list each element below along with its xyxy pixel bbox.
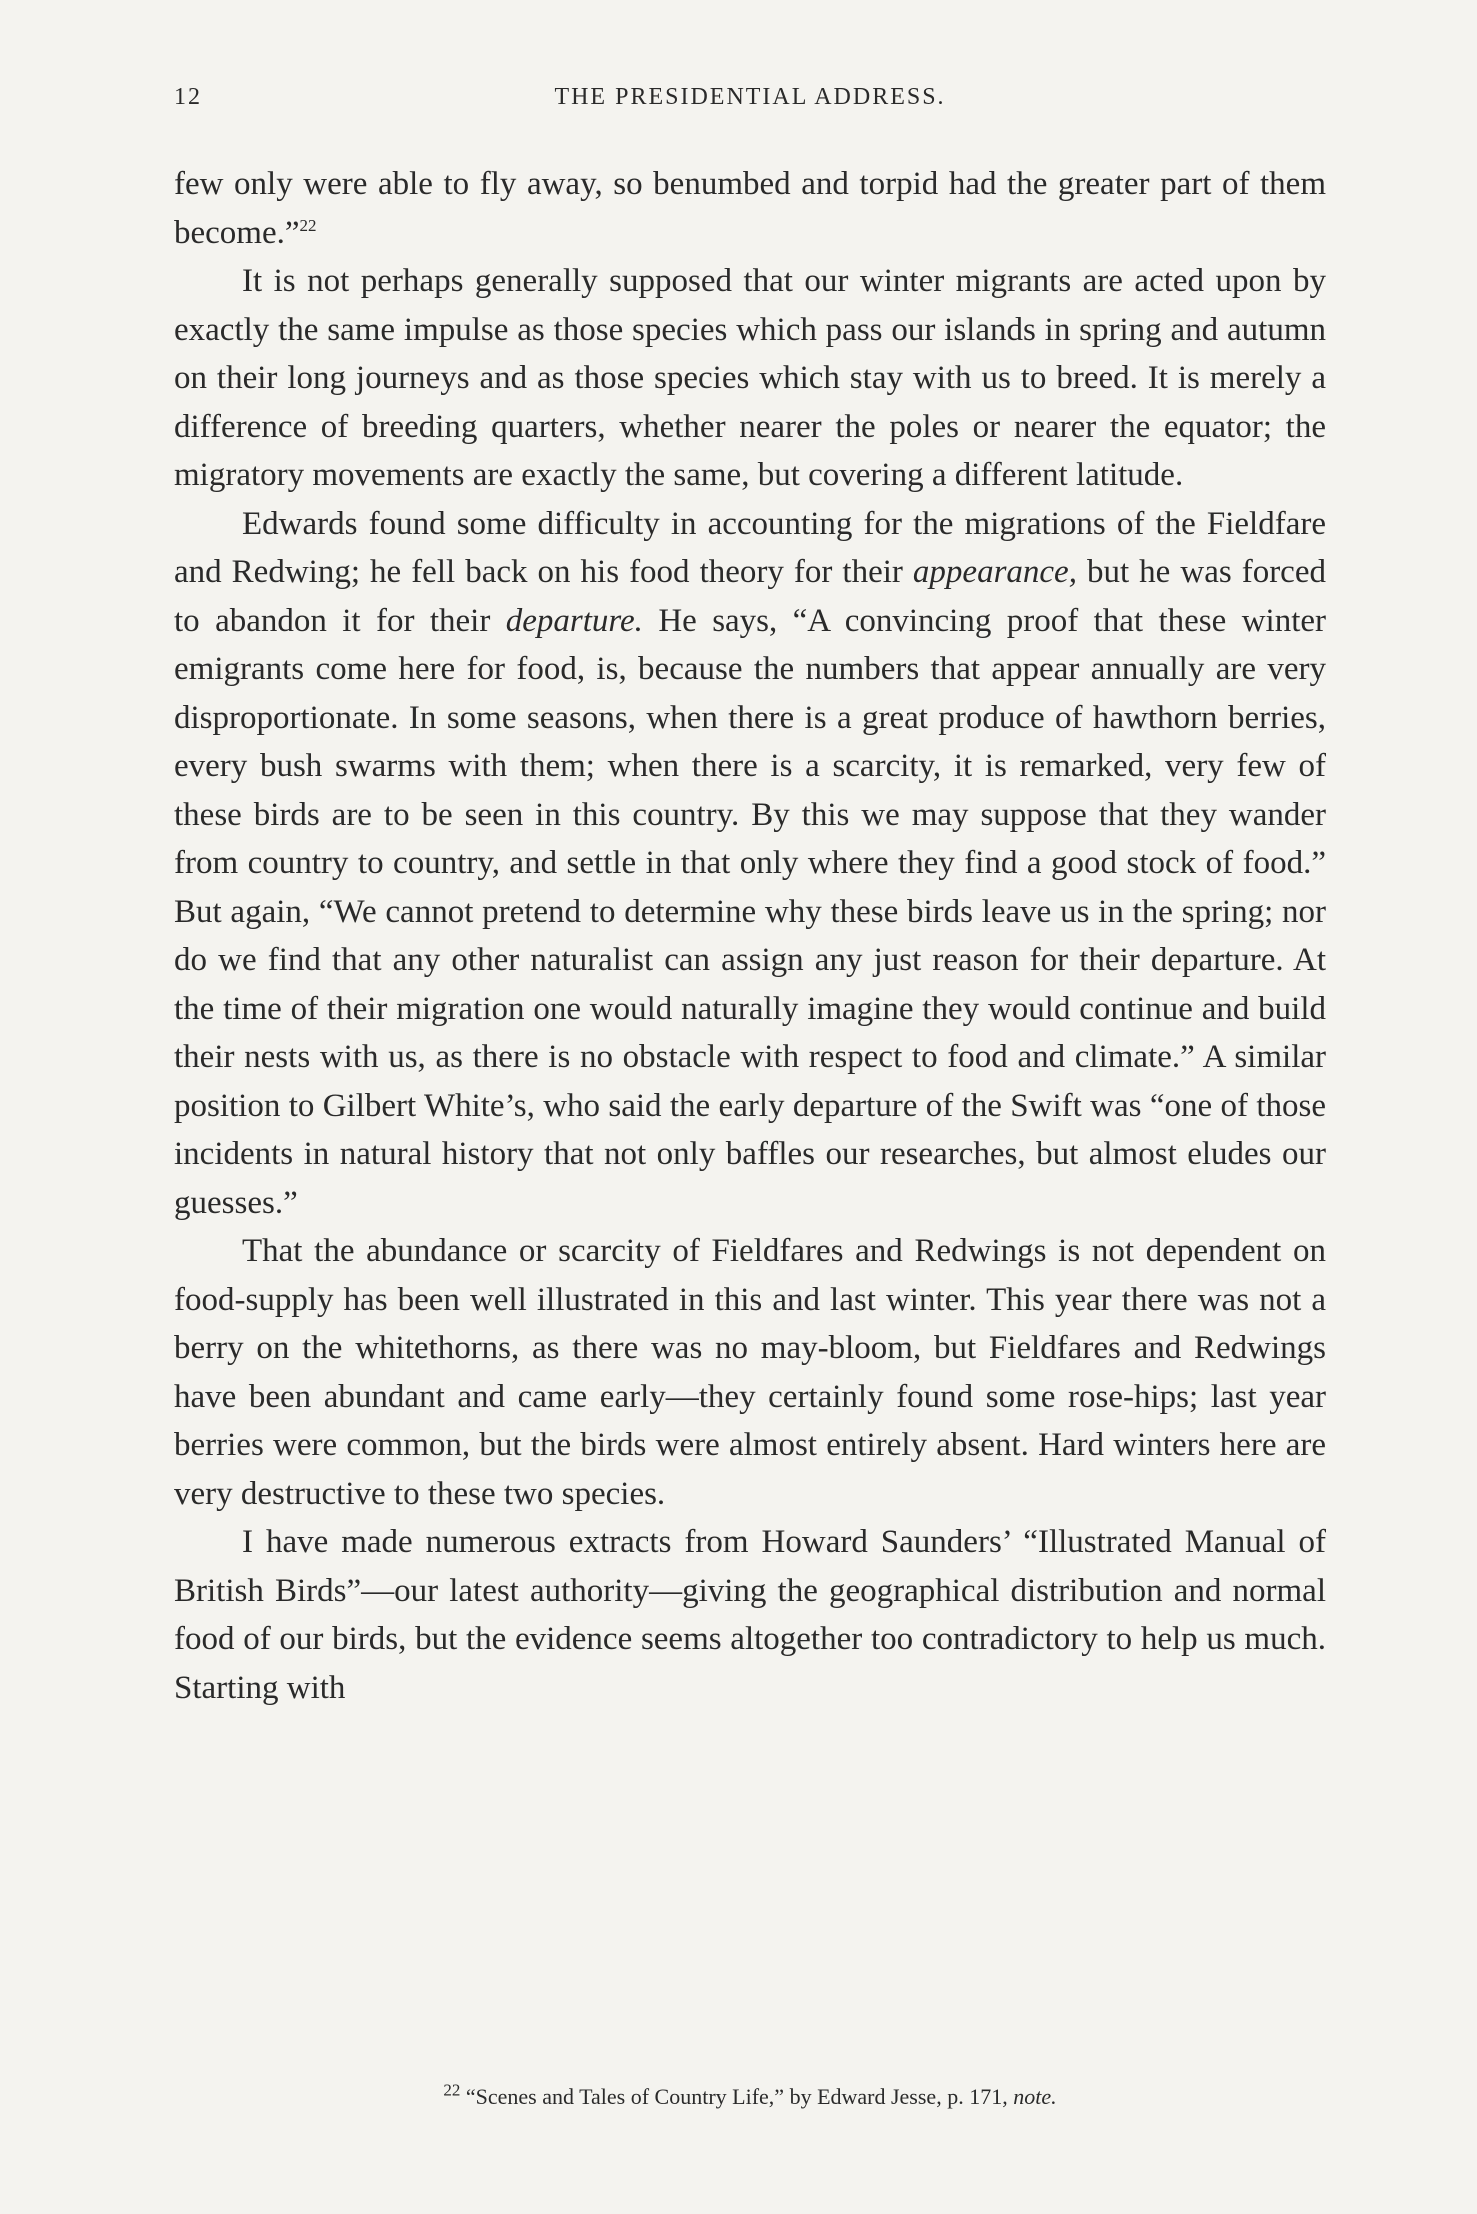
footnote-mark: 22 <box>443 2080 461 2100</box>
paragraph <box>174 160 1326 257</box>
footnote-reference: 22 <box>299 215 317 235</box>
footnote-text: “Scenes and Tales of Country Life,” by Edward Jesse, p. 171, <box>465 2084 1014 2109</box>
running-head <box>174 84 1326 124</box>
paragraph: It is not perhaps generally supposed that our winter migrants are acted upon by exactly the same impulse as those species which pass our islands in spring and autumn on their long journeys and as those species which stay with us to breed. It is merely a difference of breeding quarters, whether nearer the poles or nearer the equator; the migratory movements are exactly the same, but covering a different latitude. <box>174 263 1326 493</box>
paragraph-text: Edwards found some difficulty in accounting for the migrations of the Fieldfare and Redwing; he fell back on his food theory for their <box>174 505 1326 590</box>
running-title: THE PRESIDENTIAL ADDRESS. <box>554 84 946 110</box>
body-text <box>174 160 1326 1712</box>
italic-text: appearance, <box>912 554 1077 590</box>
italic-text: departure. <box>505 602 643 639</box>
paragraph-text: few only were able to fly away, so benumbed and torpid had the greater part of them become.” <box>174 166 1326 251</box>
paragraph <box>174 500 1326 1228</box>
paragraph: I have made numerous extracts from Howard Saunders’ “Illustrated Manual of British Birds”—our latest authority—giving the geographical distribution and normal food of our birds, but the evidence seems altogether too contradictory to help us much. Starting with <box>174 1524 1326 1706</box>
footnote <box>174 2080 1326 2110</box>
paragraph-text: He says, “A convincing proof that these winter emigrants come here for food, is, because the numbers that appear annually are very disproportionate. In some seasons, when there is a great produce of hawthorn berries, every bush swarms with them; when there is a scarcity, it is remarked, very few of these birds are to be seen in this country. By this we may suppose that they wander from country to country, and settle in that only where they find a good stock of food.” But again, “We cannot pretend to determine why these birds leave us in the spring; nor do we find that any other naturalist can assign any just reason for their departure. At the time of their migration one would naturally imagine they would continue and build their nests with us, as there is no obstacle with respect to food and climate.” A similar position to Gilbert White’s, who said the early departure of the Swift was “one of those incidents in natural history that not only baffles our researches, but almost eludes our guesses.” <box>174 602 1326 1221</box>
paragraph: That the abundance or scarcity of Fieldfares and Redwings is not dependent on food-supply has been well illustrated in this and last winter. This year there was not a berry on the whitethorns, as there was no may-bloom, but Fieldfares and Redwings have been abundant and came early—they certainly found some rose-hips; last year berries were common, but the birds were almost entirely absent. Hard winters here are very destructive to these two species. <box>174 1233 1326 1512</box>
page-number: 12 <box>174 84 202 110</box>
footnote-italic: note. <box>1013 2084 1057 2109</box>
paragraph-text: but he was forced to abandon it for their <box>174 554 1326 639</box>
